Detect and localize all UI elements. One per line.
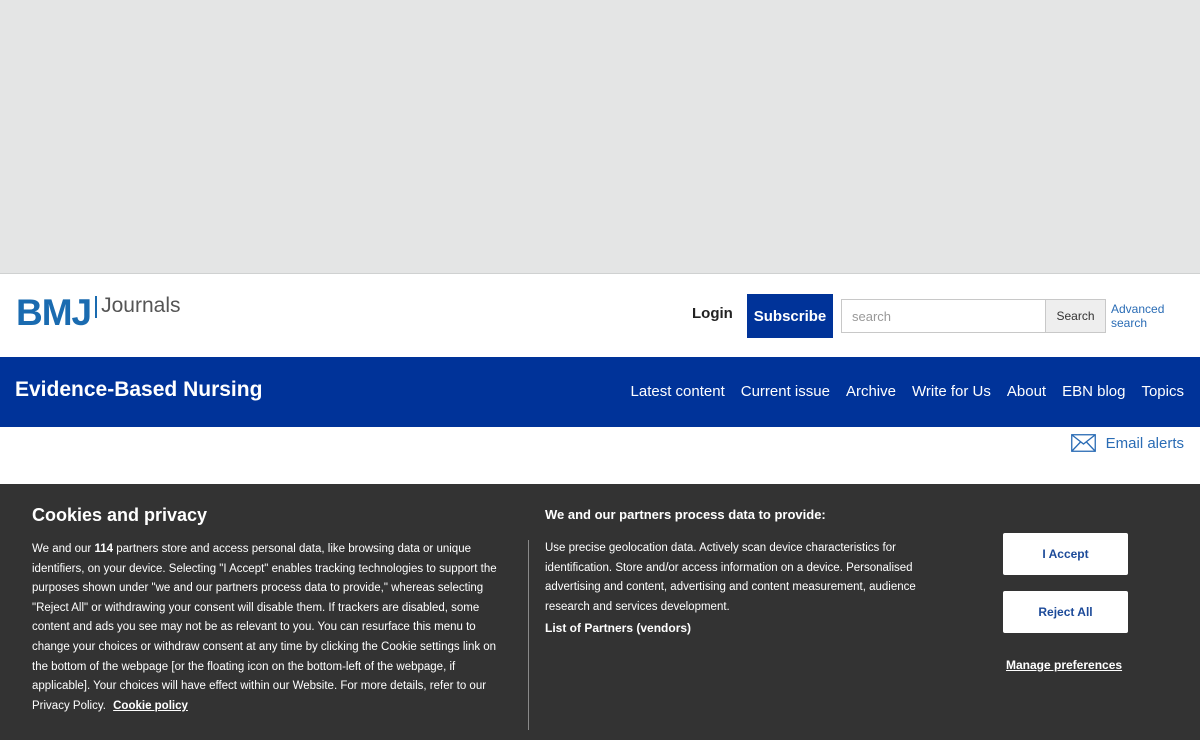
reject-all-button[interactable]: Reject All xyxy=(1003,591,1128,633)
nav-ebn-blog[interactable]: EBN blog xyxy=(1062,383,1126,400)
cookie-body-post: partners store and access personal data, like browsing data or unique identifiers, on your device. Selecting "I Accept" enables tracking technologies to support the purposes shown under "we and our partners process data to provide," whereas selecting "Reject All" or withdrawing your consent will disable them. If trackers are disabled, some content and ads you see may not be as relevant to you. You can resurface this menu to change your choices or withdraw consent at any time by clicking the Cookie settings link on the bottom of the webpage [or the floating icon on the bottom-left of the webpage, if applicable]. Your choices will have effect within our Website. For more details, refer to our Privacy Policy. xyxy=(32,543,497,712)
subscribe-button[interactable]: Subscribe xyxy=(747,294,833,338)
nav-archive[interactable]: Archive xyxy=(845,383,896,400)
masthead xyxy=(0,275,1200,357)
bmj-journals-logo[interactable] xyxy=(16,292,181,334)
manage-preferences-link[interactable]: Manage preferences xyxy=(1006,658,1123,672)
journal-navbar xyxy=(0,357,1200,427)
cookie-description xyxy=(32,540,514,716)
envelope-icon xyxy=(1071,434,1096,452)
cookie-consent-banner xyxy=(0,484,1200,740)
cookie-body-pre: We and our xyxy=(32,543,95,555)
search-input[interactable] xyxy=(841,299,1045,333)
nav-write-for-us[interactable]: Write for Us xyxy=(911,383,991,400)
email-alerts-link[interactable] xyxy=(1071,434,1184,452)
logo-journals-text: Journals xyxy=(101,294,181,317)
cookie-title: Cookies and privacy xyxy=(32,505,208,525)
data-processing-title: We and our partners process data to provide: xyxy=(545,507,826,522)
partner-count: 114 xyxy=(94,543,113,555)
logo-separator xyxy=(95,296,97,318)
nav-current-issue[interactable]: Current issue xyxy=(740,383,830,400)
cookie-policy-link[interactable]: Cookie policy xyxy=(113,699,188,712)
search-button[interactable]: Search xyxy=(1045,299,1106,333)
login-link[interactable]: Login xyxy=(692,305,733,322)
nav-topics[interactable]: Topics xyxy=(1141,383,1184,400)
nav-about[interactable]: About xyxy=(1006,383,1047,400)
logo-bmj-text: BMJ xyxy=(16,292,92,333)
nav-latest-content[interactable]: Latest content xyxy=(630,383,725,400)
accept-button[interactable]: I Accept xyxy=(1003,533,1128,575)
ad-placeholder xyxy=(0,0,1200,274)
data-processing-purposes: Use precise geolocation data. Actively scan device characteristics for identification. Store and/or access information on a device. Personalised advertising and content, advertising and content measurement, audience research and services development. xyxy=(545,542,916,613)
advanced-search-link[interactable]: Advanced search xyxy=(1111,302,1165,330)
nav-links xyxy=(631,383,1184,400)
journal-title[interactable]: Evidence-Based Nursing xyxy=(15,378,263,401)
list-of-partners-link[interactable]: List of Partners (vendors) xyxy=(545,621,692,635)
email-alerts-label: Email alerts xyxy=(1105,434,1184,452)
cookie-divider xyxy=(528,540,529,730)
